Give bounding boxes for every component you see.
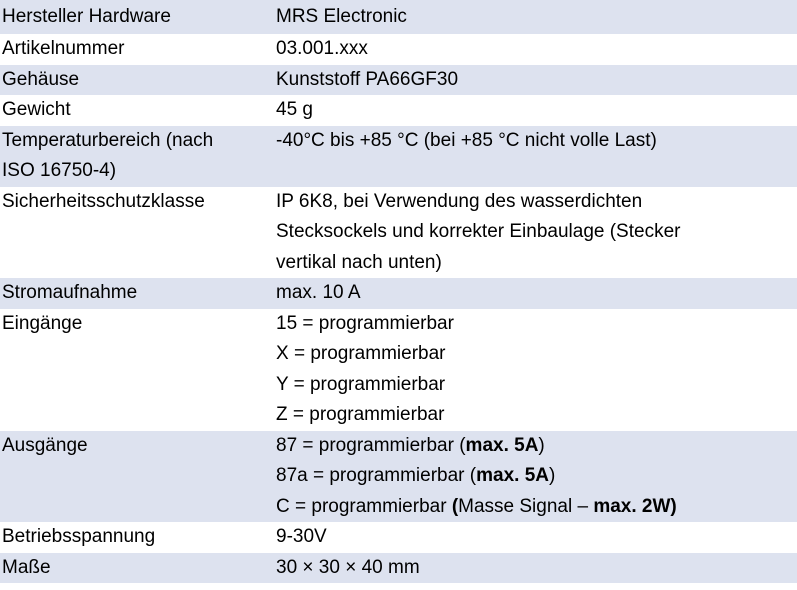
- spec-value: [272, 553, 797, 584]
- output-limit: max. 2W: [593, 495, 671, 517]
- spec-value-line: [276, 431, 795, 462]
- spec-label: Gehäuse: [0, 65, 272, 96]
- spec-value: [272, 522, 797, 553]
- spec-row-housing: [0, 65, 797, 96]
- spec-label: Maße: [0, 553, 272, 584]
- spec-label-line: ISO 16750-4): [2, 160, 117, 181]
- spec-row-current-consumption: [0, 278, 797, 309]
- spec-value-line: Z = programmierbar: [276, 404, 445, 425]
- spec-row-temperature: [0, 126, 797, 187]
- spec-value-line: Stecksockels und korrekter Einbaulage (Stecker: [276, 221, 681, 242]
- spec-row-dimensions: [0, 553, 797, 584]
- spec-value: [272, 95, 797, 126]
- spec-value: [272, 126, 797, 187]
- output-text: ): [549, 465, 556, 486]
- spec-value: [272, 431, 797, 523]
- spec-value-line: max. 10 A: [276, 282, 361, 303]
- output-limit: max. 5A: [476, 465, 549, 486]
- spec-value-line: Kunststoff PA66GF30: [276, 68, 459, 90]
- output-text: Masse Signal –: [458, 495, 594, 517]
- spec-row-outputs: [0, 431, 797, 523]
- output-bracket: (: [451, 495, 459, 517]
- spec-value-line: 45 g: [276, 99, 313, 120]
- spec-value-line: Y = programmierbar: [276, 373, 446, 395]
- spec-label: Sicherheitsschutzklasse: [0, 187, 272, 279]
- spec-label: [0, 126, 272, 187]
- spec-value-line: [276, 461, 795, 492]
- spec-value: [272, 278, 797, 309]
- output-text: ): [538, 434, 545, 456]
- spec-value-line: [276, 492, 795, 523]
- output-limit: max. 5A: [465, 434, 539, 456]
- spec-value: [272, 0, 797, 34]
- spec-value-line: 30 × 30 × 40 mm: [276, 556, 420, 578]
- spec-value-line: MRS Electronic: [276, 6, 407, 27]
- spec-value: [272, 187, 797, 279]
- spec-label: Artikelnummer: [0, 34, 272, 65]
- output-text: C = programmierbar: [276, 495, 452, 517]
- spec-label: Betriebsspannung: [0, 522, 272, 553]
- spec-value-line: 15 = programmierbar: [276, 312, 454, 334]
- spec-label: Ausgänge: [0, 431, 272, 523]
- spec-row-weight: [0, 95, 797, 126]
- output-bracket: ): [670, 495, 677, 517]
- spec-value: [272, 34, 797, 65]
- spec-value: [272, 65, 797, 96]
- spec-value-line: X = programmierbar: [276, 343, 446, 364]
- spec-label: Eingänge: [0, 309, 272, 431]
- spec-row-inputs: [0, 309, 797, 431]
- spec-value-line: 03.001.xxx: [276, 38, 368, 59]
- spec-row-protection-class: [0, 187, 797, 279]
- spec-row-manufacturer: [0, 0, 797, 34]
- spec-label: Stromaufnahme: [0, 278, 272, 309]
- output-text: 87 = programmierbar (: [276, 434, 466, 456]
- spec-label: Hersteller Hardware: [0, 0, 272, 34]
- spec-row-operating-voltage: [0, 522, 797, 553]
- spec-value: [272, 309, 797, 431]
- spec-value-line: 9-30V: [276, 526, 327, 547]
- output-text: 87a = programmierbar (: [276, 465, 477, 486]
- spec-value-line: IP 6K8, bei Verwendung des wasserdichten: [276, 190, 643, 212]
- spec-value-line: vertikal nach unten): [276, 251, 442, 273]
- spec-label-line: Temperaturbereich (nach: [2, 129, 214, 151]
- spec-label: Gewicht: [0, 95, 272, 126]
- spec-row-article-number: [0, 34, 797, 65]
- spec-value-line: -40°C bis +85 °C (bei +85 °C nicht volle Last): [276, 129, 657, 151]
